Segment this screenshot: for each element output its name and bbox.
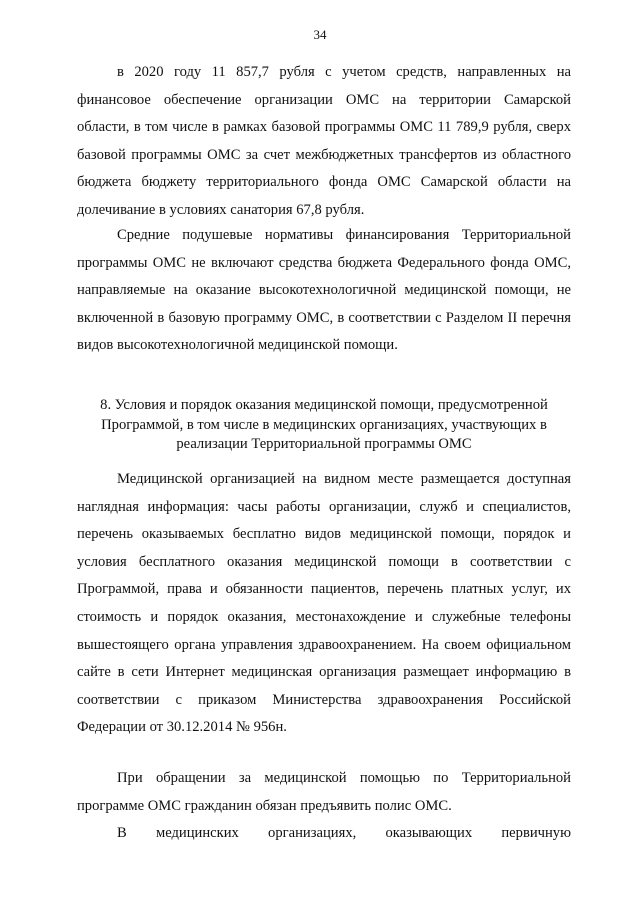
paragraph-2: Средние подушевые нормативы финансирования Территориальной программы ОМС не включают средства бюджета Федерального фонда ОМС, направляемые на оказание высокотехнологичной медицинской помощи, не включенной в базовую программу ОМС, в соответствии с Разделом II перечня видов высокотехнологичной медицинской помощи. [77, 227, 571, 354]
paragraph-3-block [77, 466, 571, 742]
page-number: 34 [313, 27, 327, 42]
paragraph-5: В медицинских организациях, оказывающих первичную [117, 825, 571, 841]
paragraph-3: Медицинской организацией на видном месте размещается доступная наглядная информация: часы работы организации, служб и специалистов, перечень оказываемых бесплатно видов медицинской помощи, порядок и условия бесплатного оказания медицинской помощи в соответствии с Программой, права и обязанности пациентов, перечень платных услуг, их стоимость и порядок оказания, местонахождение и служебные телефоны вышестоящего органа управления здравоохранением. На своем официальном сайте в сети Интернет медицинская организация размещает информацию в соответствии с приказом Министерства здравоохранения Российской Федерации от 30.12.2014 № 956н. [77, 471, 571, 736]
paragraph-1-block [77, 59, 571, 225]
paragraph-5-block [77, 820, 571, 848]
section-heading: 8. Условия и порядок оказания медицинской помощи, предусмотренной Программой, в том числе в медицинских организациях, участвующих в реализации Территориальной программы ОМС [100, 397, 548, 452]
paragraph-4: При обращении за медицинской помощью по Территориальной программе ОМС гражданин обязан предъявить полис ОМС. [77, 770, 571, 814]
paragraph-1: в 2020 году 11 857,7 рубля с учетом средств, направленных на финансовое обеспечение организации ОМС на территории Самарской области, в том числе в рамках базовой программы ОМС 11 789,9 рубля, сверх базовой программы ОМС за счет межбюджетных трансфертов из областного бюджета бюджету территориального фонда ОМС Самарской области на долечивание в условиях санатория 67,8 рубля. [77, 64, 571, 218]
section-heading-block [77, 396, 571, 455]
paragraph-2-block [77, 222, 571, 360]
paragraph-4-block [77, 765, 571, 820]
